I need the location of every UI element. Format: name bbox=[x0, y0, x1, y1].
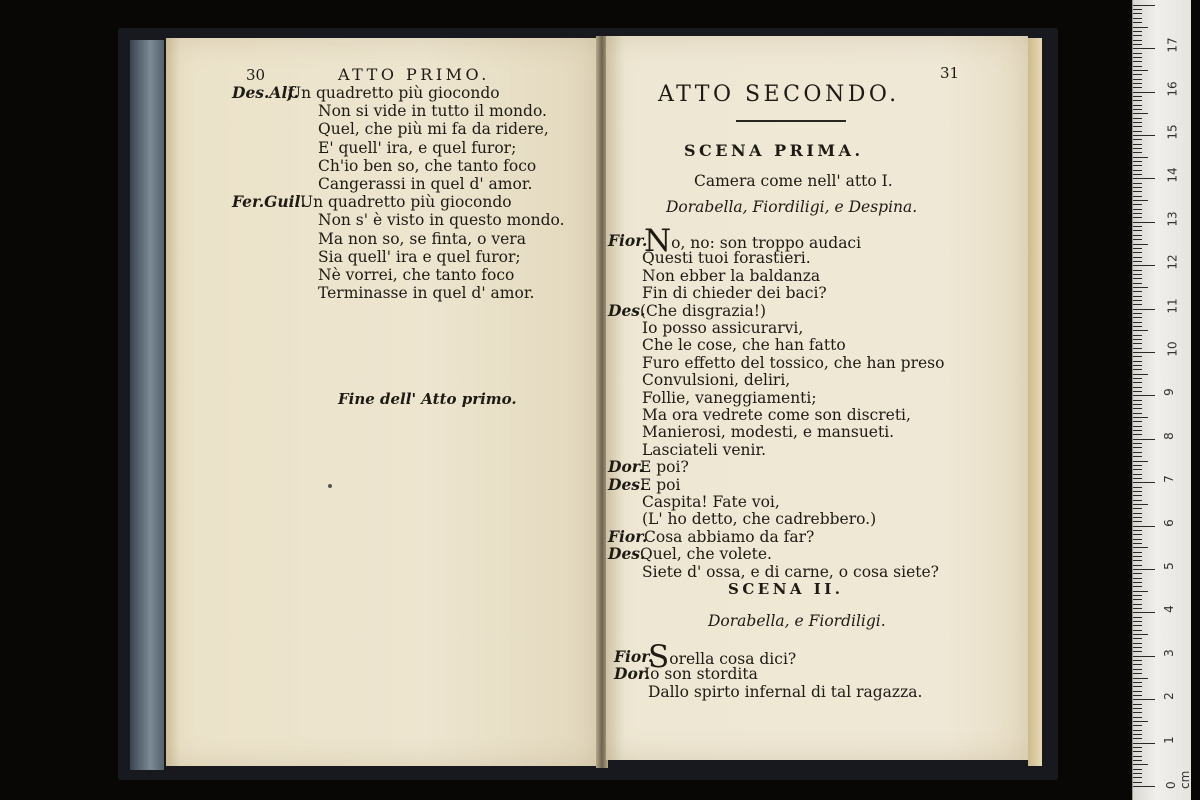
ruler-tick bbox=[1133, 252, 1142, 253]
ruler-tick bbox=[1133, 200, 1148, 201]
verse-line bbox=[300, 193, 512, 211]
ruler-tick bbox=[1133, 695, 1142, 696]
ruler-tick bbox=[1133, 53, 1142, 54]
ruler-tick bbox=[1133, 500, 1142, 501]
ruler-tick bbox=[1133, 630, 1142, 631]
ruler-tick bbox=[1133, 139, 1142, 140]
ruler-tick bbox=[1133, 582, 1142, 583]
ruler-number: 12 bbox=[1165, 254, 1180, 270]
ruler-tick bbox=[1133, 469, 1142, 470]
line-text: (Che disgrazia!) bbox=[640, 301, 767, 320]
ruler-tick bbox=[1133, 239, 1142, 240]
ruler-tick bbox=[1133, 400, 1142, 401]
ruler-tick bbox=[1133, 248, 1142, 249]
ruler-tick bbox=[1133, 508, 1142, 509]
verse-line bbox=[642, 336, 846, 354]
verse-line bbox=[318, 102, 547, 120]
scene-characters: Dorabella, Fiordiligi, e Despina. bbox=[666, 198, 918, 216]
ruler-tick bbox=[1133, 773, 1142, 774]
ruler-tick bbox=[1133, 230, 1142, 231]
ruler-tick bbox=[1133, 109, 1142, 110]
ruler-tick bbox=[1133, 209, 1142, 210]
speaker-label: Des. bbox=[608, 300, 646, 320]
ruler-tick bbox=[1133, 361, 1142, 362]
verse-line bbox=[642, 423, 894, 441]
ruler-tick bbox=[1133, 374, 1148, 375]
line-text: Non si vide in tutto il mondo. bbox=[318, 102, 547, 121]
line-text: Non s' è visto in questo mondo. bbox=[318, 211, 565, 230]
title-rule bbox=[736, 120, 846, 122]
line-text: E poi bbox=[640, 475, 681, 494]
verse-line bbox=[642, 389, 817, 407]
ruler-tick bbox=[1133, 291, 1142, 292]
line-text: Non ebber la baldanza bbox=[642, 266, 821, 285]
speaker-label: Fer.Guil. bbox=[232, 192, 306, 212]
verse-line bbox=[318, 157, 536, 175]
verse-line bbox=[642, 563, 939, 581]
ruler-tick bbox=[1133, 738, 1142, 739]
ruler-tick bbox=[1133, 304, 1142, 305]
ruler-tick bbox=[1133, 595, 1142, 596]
ruler-number: 0 cm bbox=[1164, 770, 1192, 789]
ruler-tick bbox=[1133, 656, 1155, 657]
ruler-tick bbox=[1133, 591, 1148, 592]
verse-line bbox=[288, 84, 500, 102]
ruler-tick bbox=[1133, 170, 1142, 171]
line-text: Cangerassi in quel d' amor. bbox=[318, 175, 533, 193]
verse-line bbox=[642, 510, 876, 528]
ruler-tick bbox=[1133, 521, 1142, 522]
ruler-tick bbox=[1133, 617, 1142, 618]
ruler-tick bbox=[1133, 651, 1142, 652]
ruler-number: 7 bbox=[1161, 475, 1176, 484]
ruler-tick bbox=[1133, 61, 1142, 62]
ruler-tick bbox=[1133, 539, 1142, 540]
act-title: ATTO SECONDO. bbox=[658, 82, 900, 107]
ruler-tick bbox=[1133, 565, 1142, 566]
ruler-tick bbox=[1133, 474, 1142, 475]
ruler-tick bbox=[1133, 9, 1142, 10]
line-text: (L' ho detto, che cadrebbero.) bbox=[642, 510, 877, 529]
ruler-tick bbox=[1133, 74, 1142, 75]
ruler-tick bbox=[1133, 92, 1155, 93]
ruler-tick bbox=[1133, 526, 1155, 527]
left-page bbox=[166, 38, 598, 766]
ruler-tick bbox=[1133, 187, 1142, 188]
ruler-tick bbox=[1133, 504, 1148, 505]
verse-line bbox=[640, 302, 766, 320]
line-text: orella cosa dici? bbox=[669, 650, 797, 668]
ruler-tick bbox=[1133, 57, 1142, 58]
ruler-tick bbox=[1133, 721, 1148, 722]
ruler-tick bbox=[1133, 569, 1155, 570]
ruler-tick bbox=[1133, 152, 1142, 153]
verse-line bbox=[640, 476, 680, 494]
ruler-tick bbox=[1133, 643, 1142, 644]
verse-line bbox=[642, 284, 827, 302]
ruler-tick bbox=[1133, 751, 1142, 752]
ruler-tick bbox=[1133, 421, 1142, 422]
ruler-tick bbox=[1133, 673, 1142, 674]
ruler-tick bbox=[1133, 634, 1148, 635]
ruler-tick bbox=[1133, 369, 1142, 370]
ruler-tick bbox=[1133, 461, 1148, 462]
ruler-tick bbox=[1133, 31, 1142, 32]
verse-line bbox=[642, 441, 766, 459]
ruler-tick bbox=[1133, 730, 1142, 731]
ruler-number: 15 bbox=[1165, 124, 1180, 140]
ruler-tick bbox=[1133, 204, 1142, 205]
ruler-tick bbox=[1133, 712, 1142, 713]
ruler-number: 4 bbox=[1161, 605, 1176, 614]
ruler-tick bbox=[1133, 40, 1142, 41]
ruler-tick bbox=[1133, 22, 1142, 23]
ruler-tick bbox=[1133, 408, 1142, 409]
scene-title: SCENA PRIMA. bbox=[684, 141, 864, 160]
ruler-tick bbox=[1133, 478, 1142, 479]
verse-line bbox=[642, 406, 911, 424]
ruler-tick bbox=[1133, 664, 1142, 665]
ruler-tick bbox=[1133, 66, 1142, 67]
ruler-tick bbox=[1133, 756, 1142, 757]
ruler-tick bbox=[1133, 743, 1155, 744]
ruler-tick bbox=[1133, 5, 1155, 6]
ruler-tick bbox=[1133, 270, 1142, 271]
line-text: Io son stordita bbox=[644, 665, 758, 684]
ruler-tick bbox=[1133, 131, 1142, 132]
ruler-tick bbox=[1133, 356, 1142, 357]
right-page bbox=[606, 36, 1028, 760]
ruler-tick bbox=[1133, 348, 1142, 349]
speaker-label: Fior. bbox=[608, 526, 648, 546]
ruler-tick bbox=[1133, 44, 1142, 45]
ruler-tick bbox=[1133, 391, 1142, 392]
ruler-tick bbox=[1133, 226, 1142, 227]
ruler-tick bbox=[1133, 669, 1142, 670]
line-text: Che le cose, che han fatto bbox=[642, 336, 846, 355]
ruler-tick bbox=[1133, 322, 1142, 323]
ruler-tick bbox=[1133, 222, 1155, 223]
running-head: ATTO PRIMO. bbox=[338, 65, 490, 84]
verse-line bbox=[648, 683, 922, 701]
verse-line bbox=[318, 211, 565, 229]
ruler-tick bbox=[1133, 786, 1155, 787]
ruler-tick bbox=[1133, 487, 1142, 488]
ruler-tick bbox=[1133, 382, 1142, 383]
ruler-tick bbox=[1133, 27, 1148, 28]
ruler-tick bbox=[1133, 100, 1142, 101]
ruler-tick bbox=[1133, 560, 1142, 561]
ruler-tick bbox=[1133, 556, 1142, 557]
ruler-tick bbox=[1133, 309, 1155, 310]
ruler-number: 8 bbox=[1161, 431, 1176, 440]
ink-speck bbox=[328, 484, 332, 488]
ruler-tick bbox=[1133, 261, 1142, 262]
ruler-number: 14 bbox=[1165, 167, 1180, 184]
ruler-tick bbox=[1133, 517, 1142, 518]
speaker-label: Fior. bbox=[608, 231, 648, 250]
ruler-tick bbox=[1133, 491, 1142, 492]
ruler-tick bbox=[1133, 725, 1142, 726]
drop-cap: S bbox=[648, 639, 670, 675]
line-text: Ma ora vedrete come son discreti, bbox=[642, 406, 911, 424]
ruler-tick bbox=[1133, 87, 1142, 88]
ruler-tick bbox=[1133, 213, 1142, 214]
page-number: 30 bbox=[246, 66, 266, 84]
line-text: Follie, vaneggiamenti; bbox=[642, 388, 817, 407]
line-text: E' quell' ira, e quel furor; bbox=[318, 138, 517, 157]
line-text: Furo effetto del tossico, che han preso bbox=[642, 353, 945, 372]
ruler-tick bbox=[1133, 586, 1142, 587]
ruler-tick bbox=[1133, 426, 1142, 427]
ruler-tick bbox=[1133, 274, 1142, 275]
ruler-tick bbox=[1133, 335, 1142, 336]
ruler-tick bbox=[1133, 530, 1142, 531]
verse-line bbox=[318, 175, 532, 193]
line-text: Siete d' ossa, e di carne, o cosa siete? bbox=[642, 562, 939, 581]
ruler-tick bbox=[1133, 439, 1155, 440]
line-text: Nè vorrei, che tanto foco bbox=[318, 266, 515, 284]
binding-edge bbox=[130, 40, 164, 770]
ruler-tick bbox=[1133, 647, 1142, 648]
verse-line bbox=[640, 458, 689, 476]
ruler-tick bbox=[1133, 482, 1155, 483]
ruler-tick bbox=[1133, 244, 1148, 245]
ruler-tick bbox=[1133, 135, 1155, 136]
ruler-tick bbox=[1133, 760, 1142, 761]
ruler-tick bbox=[1133, 599, 1142, 600]
ruler-tick bbox=[1133, 552, 1142, 553]
ruler-number: 9 bbox=[1161, 388, 1176, 397]
line-text: E poi? bbox=[640, 458, 689, 477]
page-number: 31 bbox=[940, 64, 960, 82]
ruler-number: 3 bbox=[1161, 648, 1176, 657]
ruler-number: 10 bbox=[1165, 341, 1180, 357]
ruler-tick bbox=[1133, 317, 1142, 318]
ruler-tick bbox=[1133, 604, 1142, 605]
ruler-tick bbox=[1133, 48, 1155, 49]
verse-line bbox=[642, 493, 780, 511]
line-text: Ma non so, se finta, o vera bbox=[318, 229, 526, 248]
ruler-tick bbox=[1133, 148, 1142, 149]
ruler-tick bbox=[1133, 578, 1142, 579]
line-text: Quel, che volete. bbox=[640, 545, 772, 564]
ruler-number: 13 bbox=[1165, 211, 1180, 227]
verse-line bbox=[644, 528, 814, 546]
ruler-tick bbox=[1133, 660, 1142, 661]
ruler-tick bbox=[1133, 708, 1142, 709]
ruler-tick bbox=[1133, 113, 1148, 114]
ruler-tick bbox=[1133, 257, 1142, 258]
ruler-tick bbox=[1133, 625, 1142, 626]
ruler-tick bbox=[1133, 678, 1148, 679]
ruler-tick bbox=[1133, 573, 1142, 574]
ruler-number: 17 bbox=[1165, 37, 1180, 53]
ruler-tick bbox=[1133, 608, 1142, 609]
ruler-tick bbox=[1133, 456, 1142, 457]
ruler-tick bbox=[1133, 699, 1155, 700]
ruler-tick bbox=[1133, 447, 1142, 448]
verse-line bbox=[318, 266, 514, 284]
ruler-tick bbox=[1133, 35, 1142, 36]
ruler-tick bbox=[1133, 764, 1148, 765]
verse-line bbox=[642, 371, 790, 389]
ruler-tick bbox=[1133, 434, 1142, 435]
ruler-tick bbox=[1133, 296, 1142, 297]
verse-line bbox=[644, 665, 758, 683]
ruler-tick bbox=[1133, 543, 1142, 544]
verse-line bbox=[318, 248, 521, 266]
measuring-ruler bbox=[1132, 0, 1191, 800]
ruler-tick bbox=[1133, 452, 1142, 453]
ruler-number: 2 bbox=[1161, 692, 1176, 701]
scene-title: SCENA II. bbox=[728, 580, 844, 598]
line-text: Io posso assicurarvi, bbox=[642, 319, 804, 337]
ruler-tick bbox=[1133, 330, 1148, 331]
line-text: Un quadretto più giocondo bbox=[300, 193, 512, 212]
verse-line bbox=[318, 284, 534, 302]
ruler-tick bbox=[1133, 191, 1142, 192]
ruler-tick bbox=[1133, 96, 1142, 97]
ruler-tick bbox=[1133, 365, 1142, 366]
ruler-tick bbox=[1133, 165, 1142, 166]
ruler-tick bbox=[1133, 278, 1142, 279]
ruler-tick bbox=[1133, 395, 1155, 396]
ruler-tick bbox=[1133, 704, 1142, 705]
ruler-tick bbox=[1133, 747, 1142, 748]
ruler-tick bbox=[1133, 638, 1142, 639]
ruler-tick bbox=[1133, 326, 1142, 327]
verse-line bbox=[640, 545, 772, 563]
ruler-tick bbox=[1133, 196, 1142, 197]
line-text: Dallo spirto infernal di tal ragazza. bbox=[648, 682, 923, 701]
ruler-tick bbox=[1133, 534, 1142, 535]
line-text: Ch'io ben so, che tanto foco bbox=[318, 156, 537, 175]
ruler-number: 5 bbox=[1161, 562, 1176, 570]
ruler-tick bbox=[1133, 352, 1155, 353]
ruler-tick bbox=[1133, 413, 1142, 414]
ruler-tick bbox=[1133, 387, 1142, 388]
verse-line bbox=[642, 354, 944, 372]
ruler-tick bbox=[1133, 79, 1142, 80]
ruler-tick bbox=[1133, 13, 1142, 14]
ruler-tick bbox=[1133, 174, 1142, 175]
speaker-label: Des.Alf. bbox=[232, 83, 299, 102]
verse-line bbox=[318, 139, 516, 157]
ruler-tick bbox=[1133, 217, 1142, 218]
ruler-tick bbox=[1133, 417, 1148, 418]
page-edges bbox=[1028, 38, 1042, 766]
ruler-tick bbox=[1133, 343, 1142, 344]
ruler-tick bbox=[1133, 404, 1142, 405]
line-text: Terminasse in quel d' amor. bbox=[318, 284, 535, 303]
ruler-tick bbox=[1133, 161, 1142, 162]
line-text: Sia quell' ira e quel furor; bbox=[318, 247, 521, 266]
ruler-tick bbox=[1133, 122, 1142, 123]
line-text: Un quadretto più giocondo bbox=[288, 84, 500, 102]
scene-setting: Camera come nell' atto I. bbox=[694, 172, 893, 190]
drop-cap: N bbox=[644, 223, 672, 259]
ruler-tick bbox=[1133, 547, 1148, 548]
ruler-tick bbox=[1133, 717, 1142, 718]
speaker-label: Fior. bbox=[614, 647, 654, 666]
ruler-tick bbox=[1133, 769, 1142, 770]
ruler-tick bbox=[1133, 513, 1142, 514]
ruler-tick bbox=[1133, 18, 1142, 19]
ruler-tick bbox=[1133, 691, 1142, 692]
ruler-tick bbox=[1133, 144, 1142, 145]
ruler-tick bbox=[1133, 682, 1142, 683]
ruler-tick bbox=[1133, 378, 1142, 379]
ruler-tick bbox=[1133, 612, 1155, 613]
line-text: Fin di chieder dei baci? bbox=[642, 284, 827, 303]
ruler-tick bbox=[1133, 621, 1142, 622]
ruler-tick bbox=[1133, 465, 1142, 466]
verse-line bbox=[318, 120, 549, 138]
ruler-number: 11 bbox=[1165, 297, 1180, 314]
ruler-tick bbox=[1133, 287, 1148, 288]
ruler-tick bbox=[1133, 105, 1142, 106]
ruler-tick bbox=[1133, 734, 1142, 735]
ruler-number: 1 bbox=[1161, 735, 1176, 744]
line-text: Questi tuoi forastieri. bbox=[642, 249, 811, 268]
verse-line bbox=[642, 267, 820, 285]
ruler-tick bbox=[1133, 126, 1142, 127]
ruler-tick bbox=[1133, 313, 1142, 314]
ruler-number: 6 bbox=[1161, 518, 1176, 527]
speaker-label: Dor. bbox=[608, 457, 644, 477]
ruler-tick bbox=[1133, 777, 1142, 778]
ruler-tick bbox=[1133, 443, 1142, 444]
ruler-tick bbox=[1133, 265, 1155, 266]
line-text: Manierosi, modesti, e mansueti. bbox=[642, 423, 895, 442]
line-text: Lasciateli venir. bbox=[642, 440, 767, 459]
line-text: Convulsioni, deliri, bbox=[642, 371, 791, 390]
ruler-tick bbox=[1133, 283, 1142, 284]
speaker-label: Des. bbox=[608, 474, 646, 494]
line-text: Cosa abbiamo da far? bbox=[644, 527, 815, 546]
ruler-tick bbox=[1133, 782, 1142, 783]
end-note: Fine dell' Atto primo. bbox=[338, 390, 517, 408]
ruler-tick bbox=[1133, 178, 1155, 179]
ruler-tick bbox=[1133, 430, 1142, 431]
verse-line bbox=[642, 319, 803, 337]
ruler-tick bbox=[1133, 183, 1142, 184]
line-text: o, no: son troppo audaci bbox=[671, 234, 862, 252]
ruler-number: 16 bbox=[1165, 80, 1180, 97]
speaker-label: Des. bbox=[608, 544, 646, 564]
scene-characters: Dorabella, e Fiordiligi. bbox=[708, 612, 886, 630]
verse-line bbox=[318, 230, 526, 248]
ruler-tick bbox=[1133, 157, 1148, 158]
line-text: Quel, che più mi fa da ridere, bbox=[318, 120, 549, 139]
ruler-tick bbox=[1133, 118, 1142, 119]
verse-line bbox=[642, 249, 811, 267]
speaker-label: Dor. bbox=[614, 664, 650, 684]
ruler-tick bbox=[1133, 339, 1142, 340]
ruler-tick bbox=[1133, 495, 1142, 496]
ruler-tick bbox=[1133, 83, 1142, 84]
line-text: Caspita! Fate voi, bbox=[642, 493, 780, 511]
ruler-tick bbox=[1133, 300, 1142, 301]
ruler-tick bbox=[1133, 235, 1142, 236]
ruler-tick bbox=[1133, 686, 1142, 687]
ruler-tick bbox=[1133, 70, 1148, 71]
